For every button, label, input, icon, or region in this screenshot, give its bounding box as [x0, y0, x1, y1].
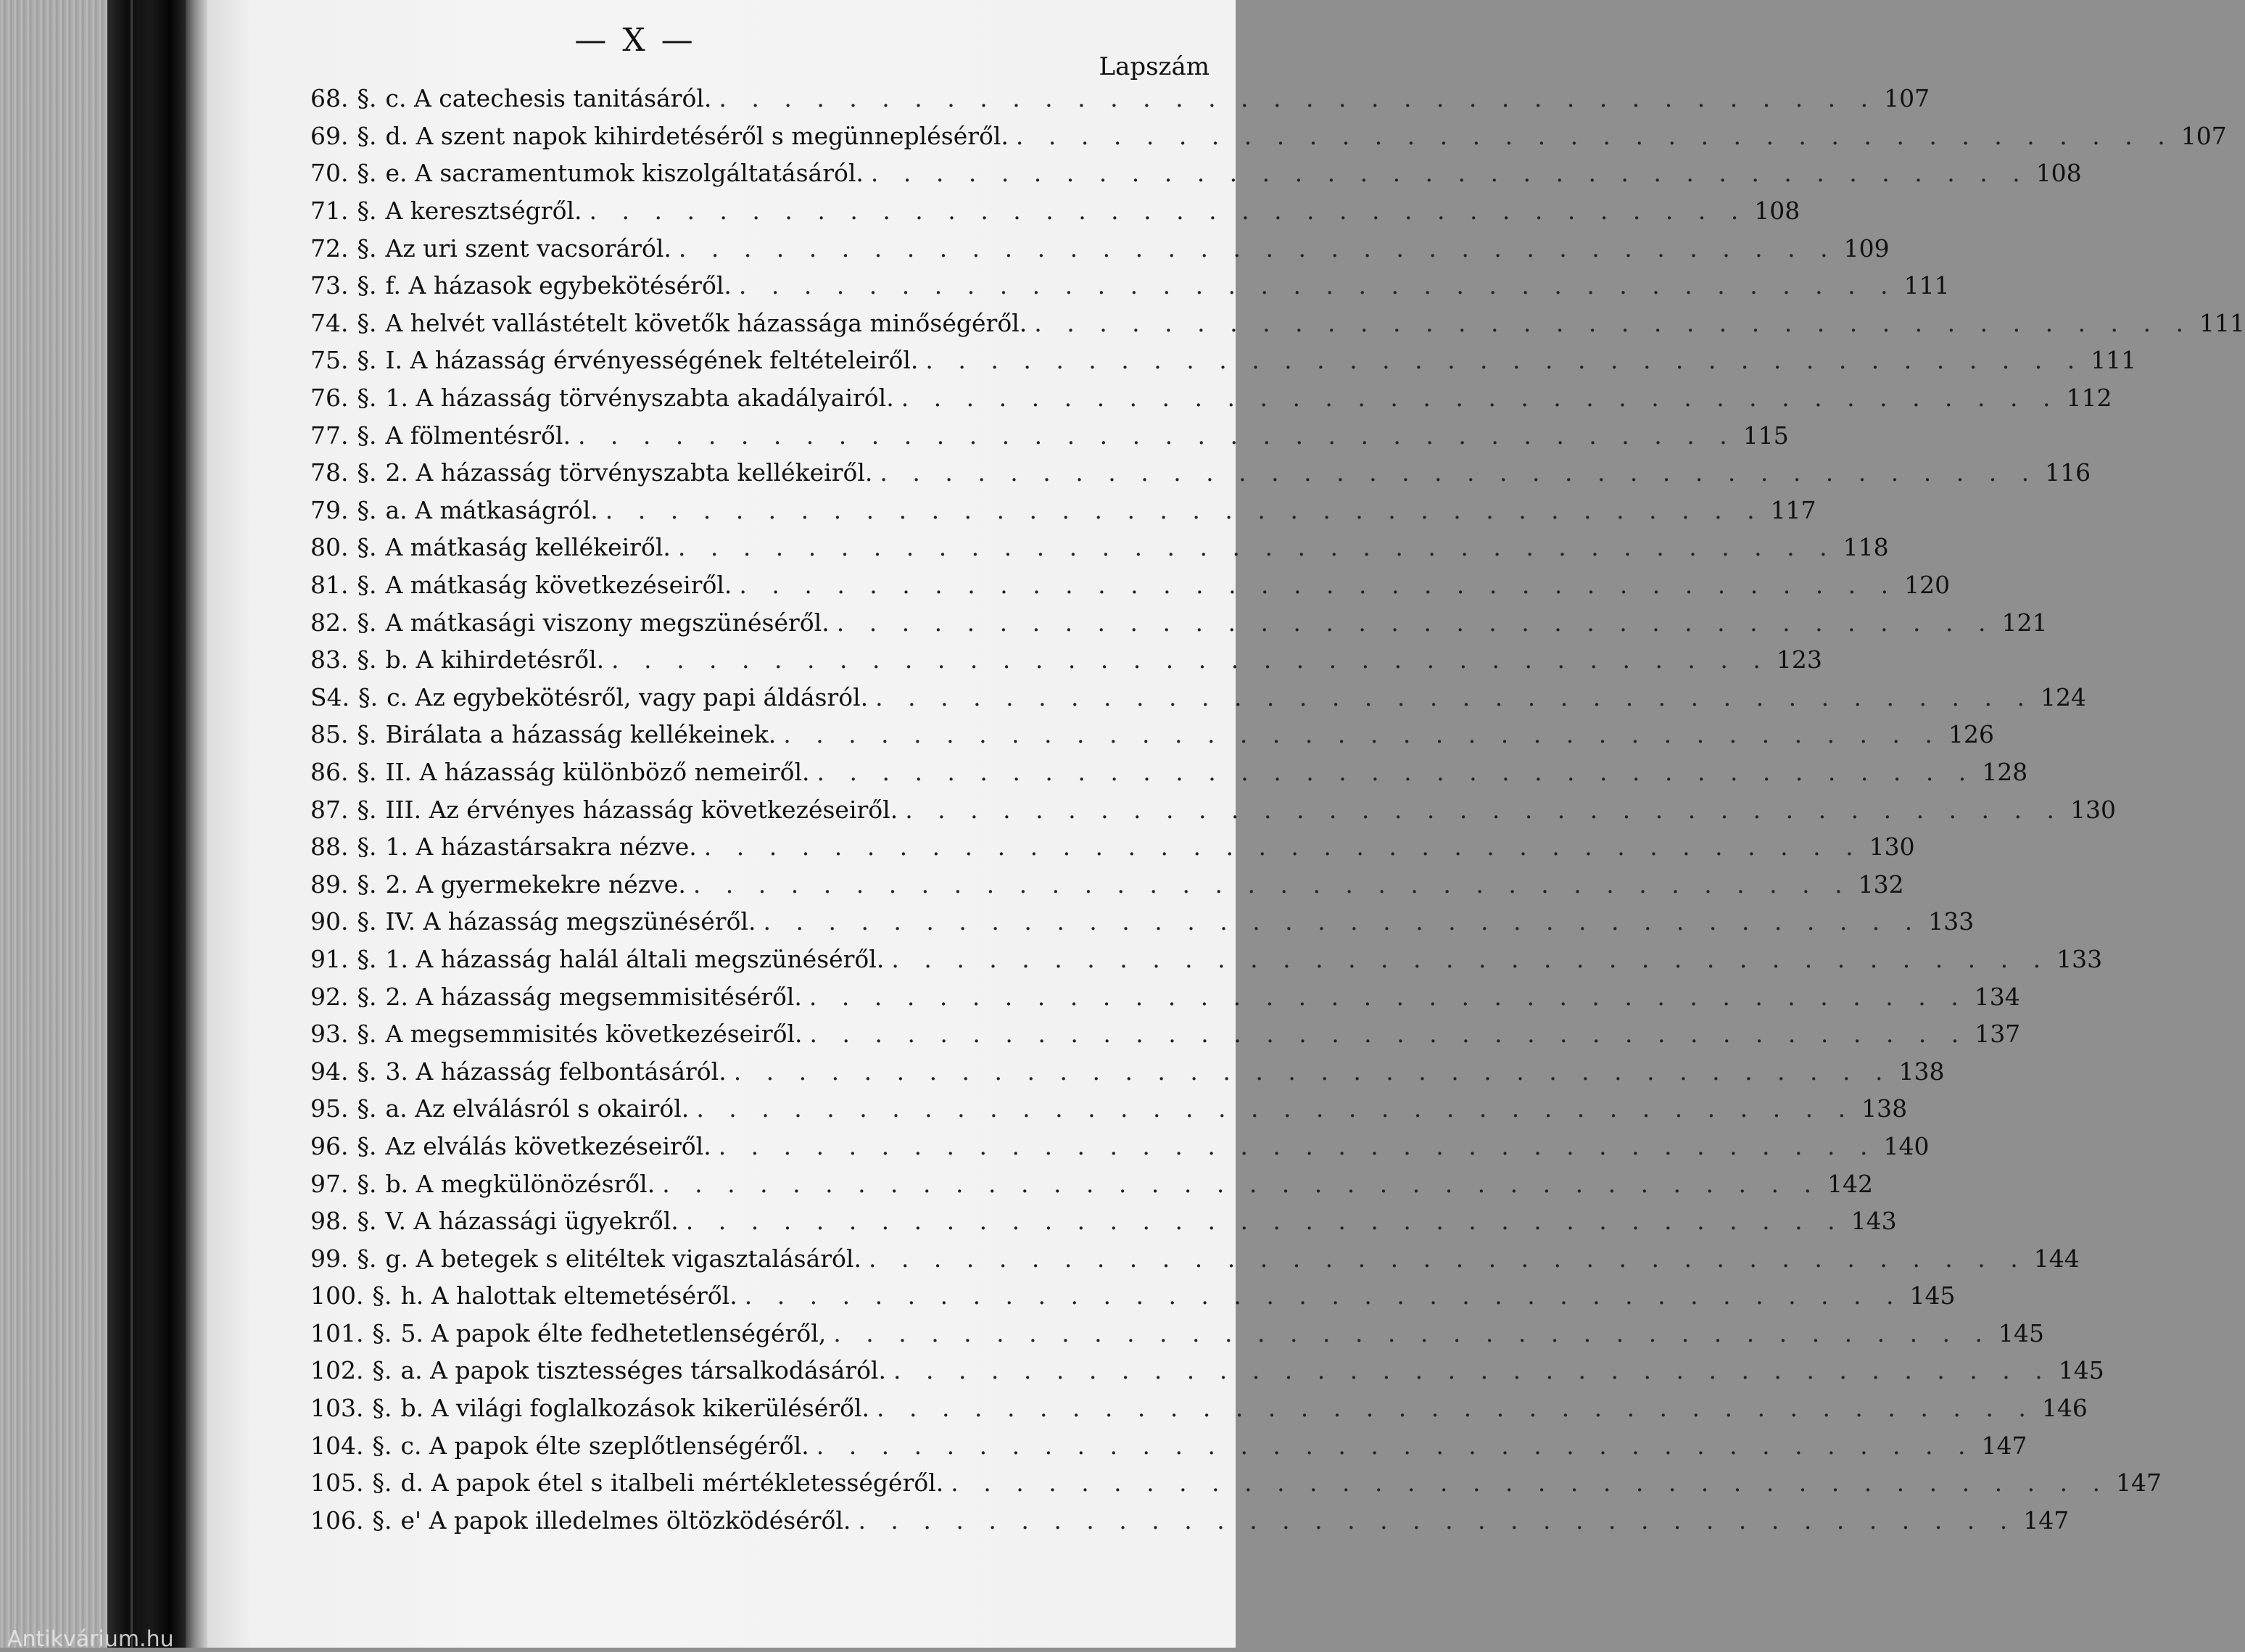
- entry-number: 90.: [310, 907, 349, 936]
- dot-leader: . . . . . . . . . . . . . . . . . . . . . . . . . . . . . . . . . . . .: [577, 421, 1736, 450]
- section-symbol: §.: [372, 1431, 392, 1460]
- entry-number: 85.: [310, 720, 349, 749]
- entry-title: e' A papok illedelmes öltözködéséről.: [400, 1506, 851, 1535]
- dot-leader: . . . . . . . . . . . . . . . . . . . . . . . . . . . . . . . . . . . .: [605, 495, 1764, 524]
- page-number-column-header: Lapszám: [1099, 52, 1210, 81]
- page-header: — X —: [574, 22, 696, 59]
- entry-page-number: 124: [2040, 682, 2086, 711]
- dot-leader: . . . . . . . . . . . . . . . . . . . . . . . . . . . . . . . . . . . .: [763, 907, 1922, 936]
- entry-title: 2. A gyermekekre nézve.: [385, 870, 686, 899]
- entry-number: 104.: [310, 1431, 364, 1460]
- section-symbol: §.: [358, 682, 379, 711]
- entry-number: 76.: [310, 384, 349, 413]
- entry-title: f. A házasok egybekötéséről.: [385, 271, 732, 300]
- dot-leader: . . . . . . . . . . . . . . . . . . . . . . . . . . . . . . . . . . . .: [833, 1318, 1992, 1347]
- entry-title: 2. A házasság megsemmisitéséről.: [385, 982, 802, 1011]
- entry-number: 93.: [310, 1020, 349, 1049]
- dot-leader: . . . . . . . . . . . . . . . . . . . . . . . . . . . . . . . . . . . .: [809, 982, 1967, 1011]
- entry-number: 86.: [310, 757, 349, 786]
- book-cover-binding: [107, 0, 186, 1648]
- section-symbol: §.: [357, 833, 377, 862]
- dot-leader: . . . . . . . . . . . . . . . . . . . . . . . . . . . . . . . . . . . .: [1015, 121, 2174, 150]
- dot-leader: . . . . . . . . . . . . . . . . . . . . . . . . . . . . . . . . . . . .: [719, 84, 1877, 113]
- section-symbol: §.: [357, 795, 377, 824]
- entry-page-number: 118: [1843, 533, 1889, 562]
- toc-entry: [310, 603, 2048, 641]
- toc-entry: [310, 1052, 1945, 1090]
- entry-page-number: 117: [1770, 495, 1816, 524]
- entry-title: II. A házasság különböző nemeiről.: [385, 757, 810, 786]
- entry-number: 75.: [310, 346, 349, 375]
- entry-page-number: 145: [2058, 1356, 2104, 1385]
- dot-leader: . . . . . . . . . . . . . . . . . . . . . . . . . . . . . . . . . . . .: [905, 795, 2063, 824]
- dot-leader: . . . . . . . . . . . . . . . . . . . . . . . . . . . . . . . . . . . .: [880, 458, 2038, 487]
- entry-title: 5. A papok élte fedhetetlenségéről,: [400, 1318, 827, 1347]
- entry-number: 79.: [310, 495, 349, 524]
- entry-page-number: 134: [1974, 982, 2020, 1011]
- dot-leader: . . . . . . . . . . . . . . . . . . . . . . . . . . . . . . . . . . . .: [816, 1431, 1975, 1460]
- dot-leader: . . . . . . . . . . . . . . . . . . . . . . . . . . . . . . . . . . . .: [875, 682, 2033, 711]
- section-symbol: §.: [357, 1131, 377, 1160]
- entry-page-number: 143: [1851, 1207, 1897, 1236]
- dot-leader: . . . . . . . . . . . . . . . . . . . . . . . . . . . . . . . . . . . .: [739, 571, 1898, 600]
- dot-leader: . . . . . . . . . . . . . . . . . . . . . . . . . . . . . . . . . . . .: [678, 234, 1837, 263]
- entry-title: 3. A házasság felbontásáról.: [385, 1057, 727, 1086]
- dot-leader: . . . . . . . . . . . . . . . . . . . . . . . . . . . . . . . . . . . .: [877, 1394, 2035, 1423]
- section-symbol: §.: [357, 1244, 377, 1273]
- dot-leader: . . . . . . . . . . . . . . . . . . . . . . . . . . . . . . . . . . . .: [733, 1057, 1892, 1086]
- section-symbol: §.: [357, 234, 377, 263]
- entry-title: A mátkaság következéseiről.: [385, 571, 732, 600]
- entry-number: 99.: [310, 1244, 349, 1273]
- dot-leader: . . . . . . . . . . . . . . . . . . . . . . . . . . . . . . . . . . . .: [951, 1469, 2109, 1498]
- entry-title: h. A halottak eltemetéséről.: [400, 1281, 737, 1310]
- toc-entry: [310, 80, 1930, 117]
- entry-number: S4.: [310, 682, 350, 711]
- toc-entry: [310, 641, 1822, 679]
- entry-page-number: 111: [2091, 346, 2137, 375]
- dot-leader: . . . . . . . . . . . . . . . . . . . . . . . . . . . . . . . . . . . .: [692, 870, 1851, 899]
- dot-leader: . . . . . . . . . . . . . . . . . . . . . . . . . . . . . . . . . . . .: [809, 1020, 1968, 1049]
- toc-entry: [310, 1389, 2088, 1427]
- entry-number: 87.: [310, 795, 349, 824]
- section-symbol: §.: [357, 384, 377, 413]
- section-symbol: §.: [357, 271, 377, 300]
- entry-page-number: 107: [1884, 84, 1930, 113]
- section-symbol: §.: [372, 1394, 392, 1423]
- table-of-contents: [310, 80, 2245, 1539]
- dot-leader: . . . . . . . . . . . . . . . . . . . . . . . . . . . . . . . . . . . .: [901, 384, 2059, 413]
- entry-number: 92.: [310, 982, 349, 1011]
- entry-title: d. A szent napok kihirdetéséről s megünnepléséről.: [385, 121, 1009, 150]
- toc-entry: [310, 379, 2112, 417]
- entry-number: 69.: [310, 121, 349, 150]
- dot-leader: . . . . . . . . . . . . . . . . . . . . . . . . . . . . . . . . . . . .: [589, 197, 1748, 226]
- entry-number: 83.: [310, 645, 349, 674]
- entry-number: 97.: [310, 1169, 349, 1198]
- entry-page-number: 147: [2116, 1469, 2162, 1498]
- entry-title: 1. A házasság törvényszabta akadályairól.: [385, 384, 894, 413]
- section-symbol: §.: [357, 1207, 377, 1236]
- entry-page-number: 115: [1742, 421, 1789, 450]
- entry-page-number: 120: [1904, 571, 1951, 600]
- toc-entry: [310, 192, 1800, 230]
- toc-entry: [310, 941, 2103, 978]
- entry-page-number: 132: [1858, 870, 1904, 899]
- entry-number: 106.: [310, 1506, 364, 1535]
- entry-page-number: 123: [1776, 645, 1822, 674]
- section-symbol: §.: [357, 720, 377, 749]
- dot-leader: . . . . . . . . . . . . . . . . . . . . . . . . . . . . . . . . . . . .: [868, 1244, 2027, 1273]
- entry-page-number: 121: [2001, 608, 2048, 637]
- entry-page-number: 109: [1843, 234, 1890, 263]
- dot-leader: . . . . . . . . . . . . . . . . . . . . . . . . . . . . . . . . . . . .: [783, 720, 1941, 749]
- entry-number: 89.: [310, 870, 349, 899]
- entry-number: 101.: [310, 1318, 364, 1347]
- section-symbol: §.: [357, 533, 377, 562]
- entry-title: 2. A házasság törvényszabta kellékeiről.: [385, 458, 873, 487]
- toc-entry: [310, 978, 2020, 1015]
- entry-number: 72.: [310, 234, 349, 263]
- section-symbol: §.: [357, 121, 377, 150]
- entry-page-number: 144: [2033, 1244, 2080, 1273]
- toc-entry: [310, 1239, 2080, 1277]
- toc-entry: [310, 267, 1950, 305]
- entry-number: 71.: [310, 197, 349, 226]
- section-symbol: §.: [357, 458, 377, 487]
- entry-title: a. A papok tisztességes társalkodásáról.: [400, 1356, 886, 1385]
- dot-leader: . . . . . . . . . . . . . . . . . . . . . . . . . . . . . . . . . . . .: [738, 271, 1897, 300]
- toc-entry: [310, 1426, 2027, 1464]
- entry-page-number: 116: [2045, 458, 2091, 487]
- watermark: Antikvárium.hu: [7, 1627, 174, 1652]
- entry-number: 91.: [310, 944, 349, 973]
- dot-leader: . . . . . . . . . . . . . . . . . . . . . . . . . . . . . . . . . . . .: [718, 1131, 1877, 1160]
- section-symbol: §.: [357, 608, 377, 637]
- toc-entry: [310, 1090, 1908, 1128]
- entry-number: 81.: [310, 571, 349, 600]
- toc-entry: [310, 1315, 2045, 1352]
- entry-page-number: 133: [1928, 907, 1975, 936]
- toc-entry: [310, 117, 2227, 155]
- entry-title: b. A megkülönözésről.: [385, 1169, 656, 1198]
- entry-number: 78.: [310, 458, 349, 487]
- page-gutter-shadow: [186, 0, 207, 1648]
- section-symbol: §.: [357, 495, 377, 524]
- section-symbol: §.: [372, 1469, 392, 1498]
- entry-title: c. Az egybekötésről, vagy papi áldásról.: [386, 682, 869, 711]
- toc-entry: [310, 1015, 2021, 1053]
- toc-entry: [310, 1128, 1930, 1165]
- entry-title: b. A világi foglalkozások kikerüléséről.: [400, 1394, 870, 1423]
- section-symbol: §.: [357, 159, 377, 188]
- entry-title: V. A házassági ügyekről.: [385, 1207, 679, 1236]
- entry-title: Birálata a házasság kellékeinek.: [385, 720, 777, 749]
- dot-leader: . . . . . . . . . . . . . . . . . . . . . . . . . . . . . . . . . . . .: [925, 346, 2084, 375]
- toc-entry: [310, 566, 1951, 604]
- entry-page-number: 133: [2056, 944, 2103, 973]
- scan-background: [0, 0, 116, 1648]
- section-symbol: §.: [372, 1356, 392, 1385]
- entry-title: 1. A házasság halál általi megszünéséről.: [385, 944, 885, 973]
- entry-number: 68.: [310, 84, 349, 113]
- entry-number: 98.: [310, 1207, 349, 1236]
- entry-number: 103.: [310, 1394, 364, 1423]
- entry-number: 100.: [310, 1281, 364, 1310]
- entry-page-number: 111: [1903, 271, 1950, 300]
- entry-title: a. Az elválásról s okairól.: [385, 1094, 690, 1123]
- entry-page-number: 128: [1982, 757, 2028, 786]
- toc-entry: [310, 492, 1816, 529]
- section-symbol: §.: [357, 982, 377, 1011]
- toc-entry: [310, 1502, 2070, 1540]
- entry-page-number: 108: [1754, 197, 1800, 226]
- dot-leader: . . . . . . . . . . . . . . . . . . . . . . . . . . . . . . . . . . . .: [836, 608, 1995, 637]
- toc-entry: [310, 1165, 1873, 1202]
- entry-title: d. A papok étel s italbeli mértékletességéről.: [400, 1469, 944, 1498]
- entry-number: 74.: [310, 308, 349, 337]
- entry-page-number: 111: [2199, 308, 2245, 337]
- toc-entry: [310, 305, 2245, 342]
- section-symbol: §.: [357, 1020, 377, 1049]
- entry-title: b. A kihirdetésről.: [385, 645, 605, 674]
- entry-number: 94.: [310, 1057, 349, 1086]
- section-symbol: §.: [357, 84, 377, 113]
- section-symbol: §.: [372, 1318, 392, 1347]
- entry-page-number: 146: [2041, 1394, 2088, 1423]
- entry-page-number: 108: [2035, 159, 2082, 188]
- entry-title: 1. A házastársakra nézve.: [385, 833, 697, 862]
- dot-leader: . . . . . . . . . . . . . . . . . . . . . . . . . . . . . . . . . . . .: [696, 1094, 1855, 1123]
- entry-number: 96.: [310, 1131, 349, 1160]
- toc-entry: [310, 454, 2091, 492]
- dot-leader: . . . . . . . . . . . . . . . . . . . . . . . . . . . . . . . . . . . .: [662, 1169, 1820, 1198]
- entry-number: 95.: [310, 1094, 349, 1123]
- entry-page-number: 112: [2066, 384, 2112, 413]
- entry-number: 102.: [310, 1356, 364, 1385]
- entry-title: Az uri szent vacsoráról.: [385, 234, 671, 263]
- entry-title: I. A házasság érvényességének feltételeiről.: [385, 346, 919, 375]
- dot-leader: . . . . . . . . . . . . . . . . . . . . . . . . . . . . . . . . . . . .: [1034, 308, 2193, 337]
- entry-title: A keresztségről.: [385, 197, 582, 226]
- dot-leader: . . . . . . . . . . . . . . . . . . . . . . . . . . . . . . . . . . . .: [816, 757, 1975, 786]
- entry-page-number: 130: [1869, 833, 1915, 862]
- dot-leader: . . . . . . . . . . . . . . . . . . . . . . . . . . . . . . . . . . . .: [891, 944, 2050, 973]
- entry-page-number: 147: [2023, 1506, 2070, 1535]
- section-symbol: §.: [357, 870, 377, 899]
- entry-page-number: 138: [1861, 1094, 1908, 1123]
- entry-title: e. A sacramentumok kiszolgáltatásáról.: [385, 159, 864, 188]
- section-symbol: §.: [357, 421, 377, 450]
- entry-title: c. A catechesis tanitásáról.: [385, 84, 712, 113]
- entry-title: IV. A házasság megszünéséről.: [385, 907, 756, 936]
- toc-entry: [310, 865, 1904, 903]
- toc-entry: [310, 790, 2116, 828]
- toc-entry: [310, 903, 1975, 941]
- toc-entry: [310, 1352, 2104, 1389]
- entry-number: 82.: [310, 608, 349, 637]
- dot-leader: . . . . . . . . . . . . . . . . . . . . . . . . . . . . . . . . . . . .: [870, 159, 2029, 188]
- toc-entry: [310, 229, 1890, 267]
- section-symbol: §.: [357, 346, 377, 375]
- book-page: [207, 0, 2245, 1648]
- entry-page-number: 147: [1981, 1431, 2027, 1460]
- entry-title: A mátkaság kellékeiről.: [385, 533, 671, 562]
- section-symbol: §.: [357, 1094, 377, 1123]
- section-symbol: §.: [357, 907, 377, 936]
- dot-leader: . . . . . . . . . . . . . . . . . . . . . . . . . . . . . . . . . . . .: [858, 1506, 2017, 1535]
- entry-title: c. A papok élte szeplőtlenségéről.: [400, 1431, 809, 1460]
- entry-page-number: 107: [2180, 121, 2227, 150]
- entry-number: 105.: [310, 1469, 364, 1498]
- entry-title: A mátkasági viszony megszünéséről.: [385, 608, 830, 637]
- entry-number: 73.: [310, 271, 349, 300]
- entry-title: a. A mátkaságról.: [385, 495, 598, 524]
- toc-entry: [310, 753, 2028, 791]
- entry-title: g. A betegek s elitéltek vigasztalásáról.: [385, 1244, 861, 1273]
- cover-edge-line: [131, 0, 133, 1648]
- toc-entry: [310, 1464, 2162, 1502]
- entry-title: A fölmentésről.: [385, 421, 571, 450]
- entry-page-number: 126: [1948, 720, 1994, 749]
- section-symbol: §.: [372, 1281, 392, 1310]
- section-symbol: §.: [357, 944, 377, 973]
- section-symbol: §.: [357, 1057, 377, 1086]
- section-symbol: §.: [357, 571, 377, 600]
- entry-number: 77.: [310, 421, 349, 450]
- entry-title: Az elválás következéseiről.: [385, 1131, 711, 1160]
- toc-entry: [310, 828, 1915, 866]
- toc-entry: [310, 416, 1789, 454]
- entry-page-number: 145: [1909, 1281, 1956, 1310]
- entry-page-number: 145: [1998, 1318, 2045, 1347]
- entry-page-number: 140: [1883, 1131, 1930, 1160]
- toc-entry: [310, 716, 1994, 753]
- entry-page-number: 137: [1975, 1020, 2021, 1049]
- section-symbol: §.: [372, 1506, 392, 1535]
- toc-entry: [310, 342, 2137, 379]
- entry-page-number: 138: [1898, 1057, 1945, 1086]
- dot-leader: . . . . . . . . . . . . . . . . . . . . . . . . . . . . . . . . . . . .: [677, 533, 1836, 562]
- toc-entry: [310, 1277, 1956, 1315]
- dot-leader: . . . . . . . . . . . . . . . . . . . . . . . . . . . . . . . . . . . .: [893, 1356, 2051, 1385]
- section-symbol: §.: [357, 197, 377, 226]
- entry-number: 70.: [310, 159, 349, 188]
- entry-page-number: 142: [1827, 1169, 1873, 1198]
- entry-page-number: 130: [2070, 795, 2116, 824]
- dot-leader: . . . . . . . . . . . . . . . . . . . . . . . . . . . . . . . . . . . .: [611, 645, 1769, 674]
- section-symbol: §.: [357, 757, 377, 786]
- toc-entry: [310, 529, 1889, 566]
- section-symbol: §.: [357, 1169, 377, 1198]
- toc-entry: [310, 679, 2086, 716]
- entry-title: A megsemmisités következéseiről.: [385, 1020, 803, 1049]
- toc-entry: [310, 1202, 1897, 1240]
- entry-title: III. Az érvényes házasság következéseiről.: [385, 795, 898, 824]
- section-symbol: §.: [357, 645, 377, 674]
- entry-number: 80.: [310, 533, 349, 562]
- dot-leader: . . . . . . . . . . . . . . . . . . . . . . . . . . . . . . . . . . . .: [744, 1281, 1903, 1310]
- entry-number: 88.: [310, 833, 349, 862]
- section-symbol: §.: [357, 308, 377, 337]
- dot-leader: . . . . . . . . . . . . . . . . . . . . . . . . . . . . . . . . . . . .: [703, 833, 1862, 862]
- toc-entry: [310, 154, 2082, 192]
- entry-title: A helvét vallástételt követők házassága minőségéről.: [385, 308, 1028, 337]
- dot-leader: . . . . . . . . . . . . . . . . . . . . . . . . . . . . . . . . . . . .: [685, 1207, 1844, 1236]
